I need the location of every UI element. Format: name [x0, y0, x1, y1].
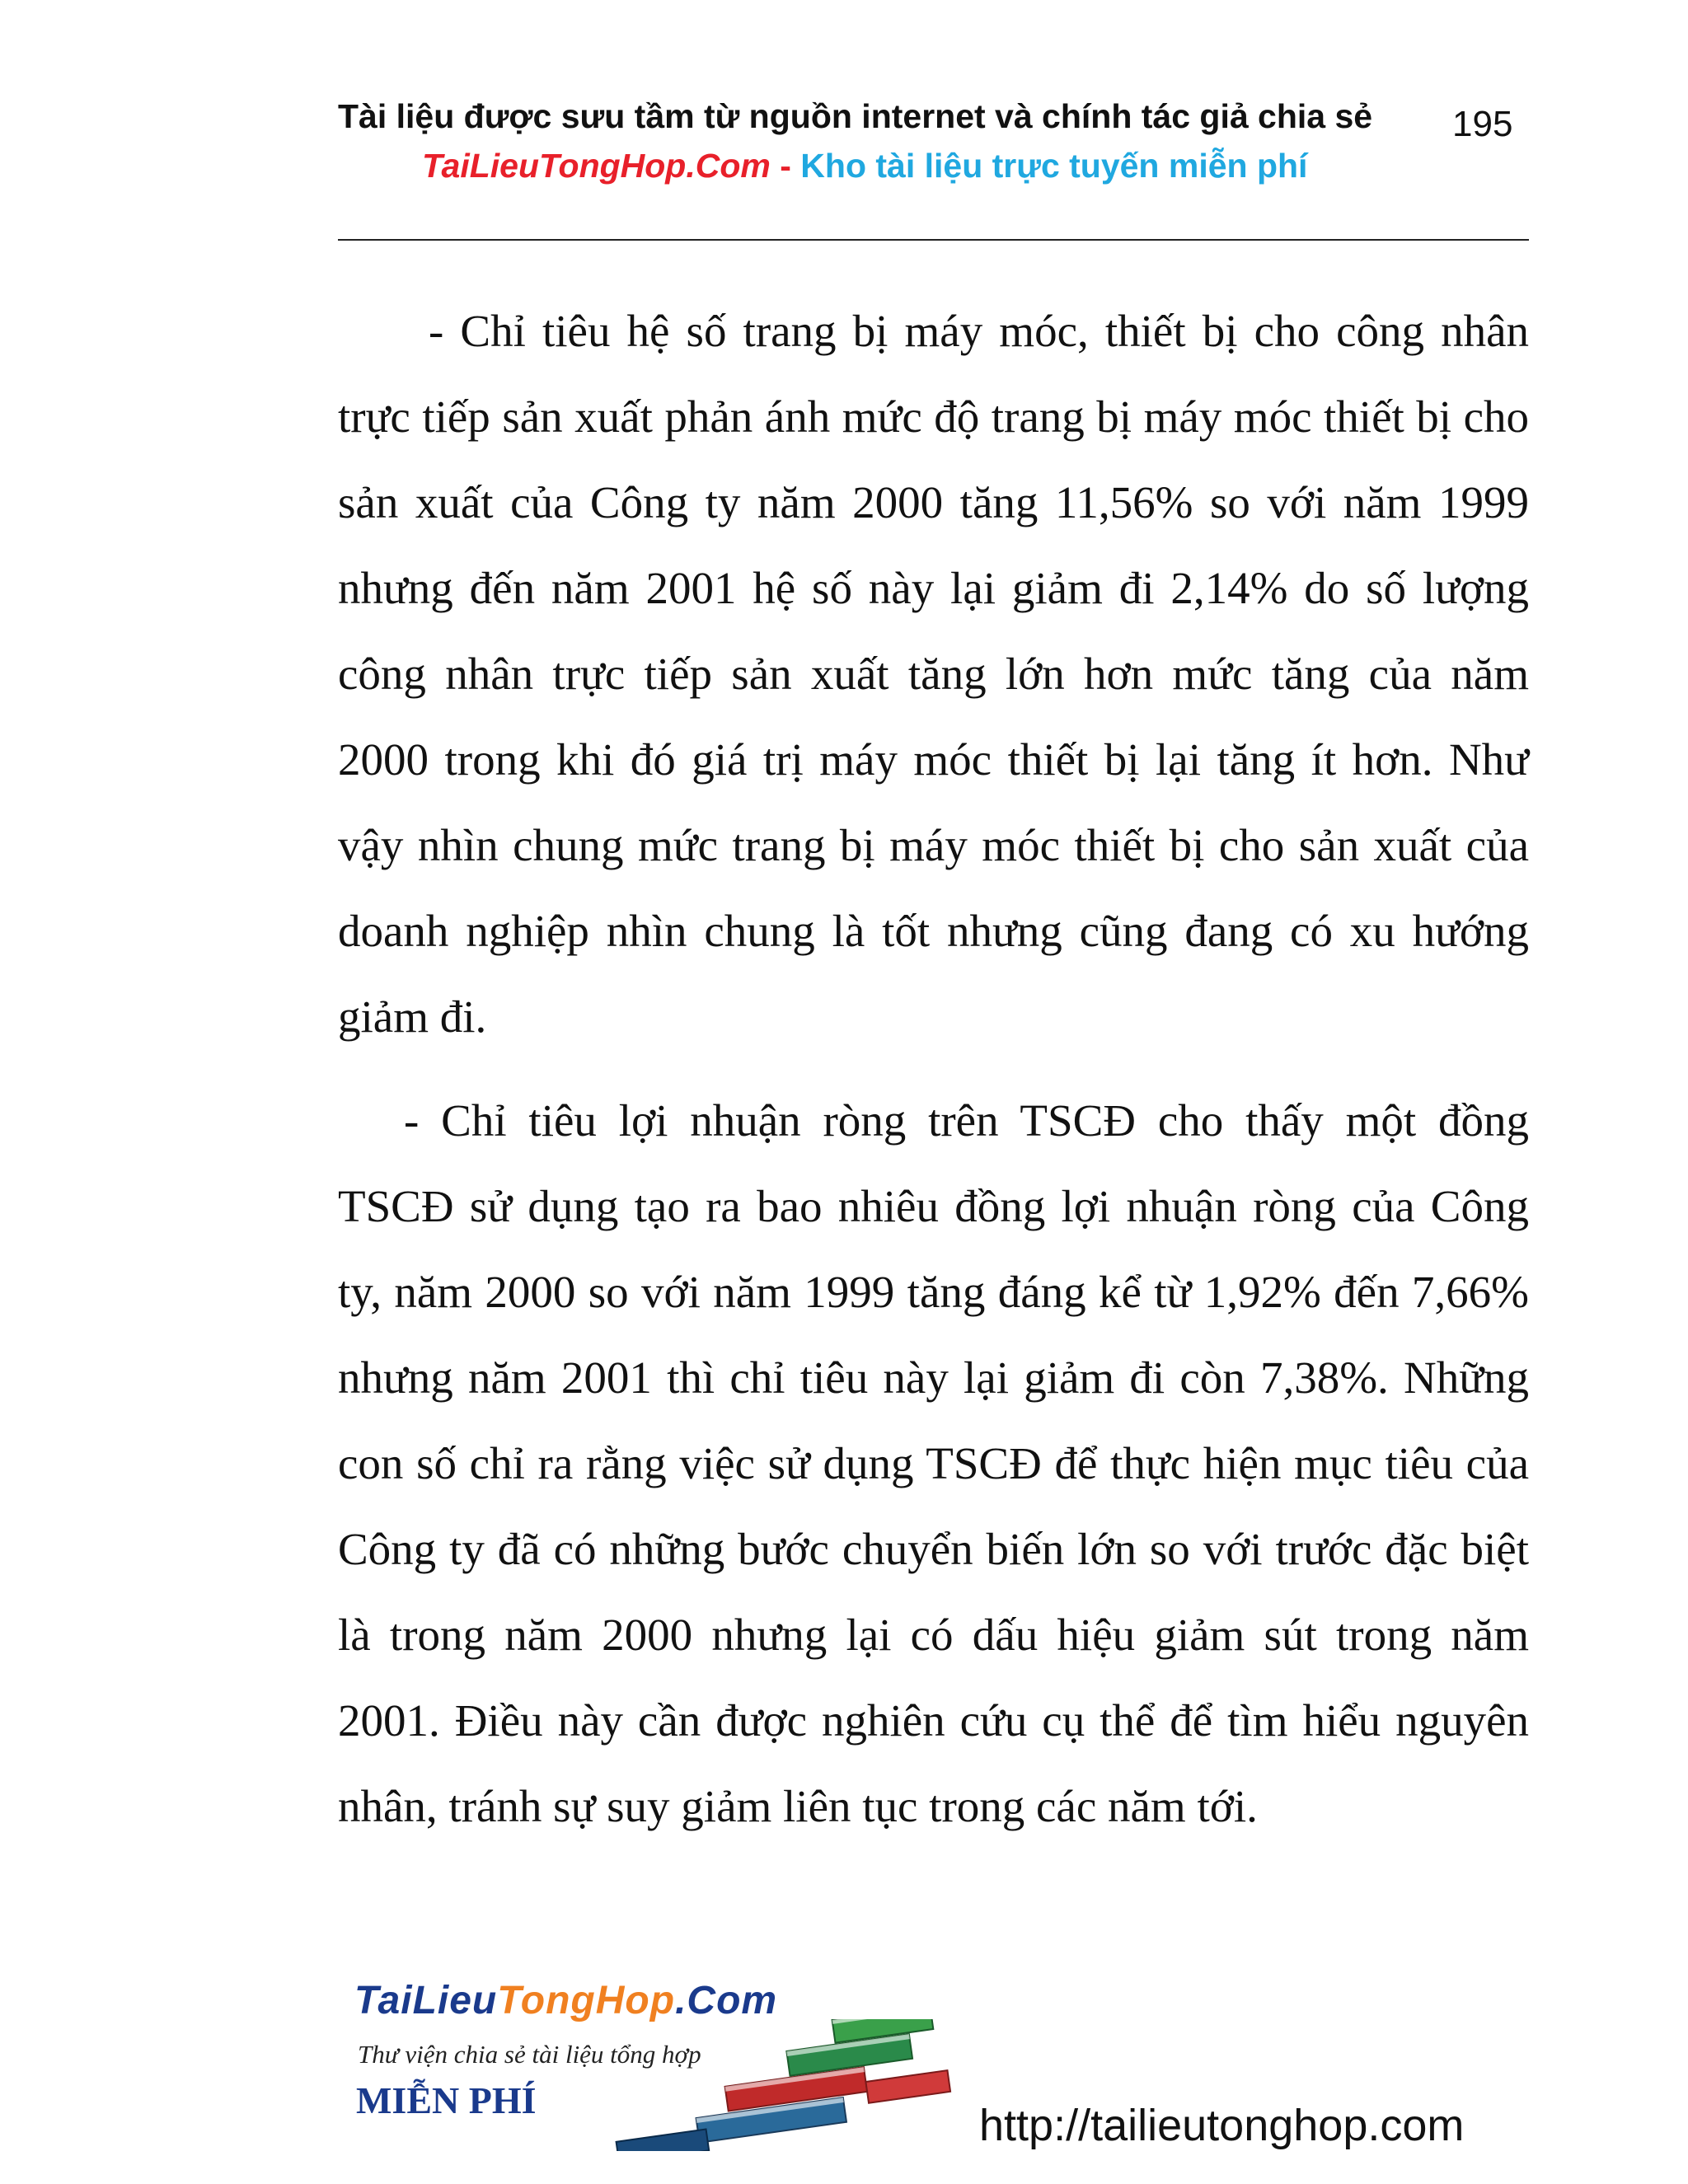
header-divider [338, 239, 1529, 241]
header-site-line [422, 147, 1307, 185]
header-separator: - [770, 147, 801, 185]
logo-subtitle: Thư viện chia sẻ tài liệu tổng hợp [358, 2040, 701, 2069]
logo-title [354, 1978, 777, 2023]
footer-logo[interactable] [346, 1970, 973, 2151]
header-tagline: Kho tài liệu trực tuyến miễn phí [800, 147, 1308, 185]
body-paragraph: - Chỉ tiêu hệ số trang bị máy móc, thiết bị cho công nhân trực tiếp sản xuất phản ánh mức độ trang bị máy móc thiết bị cho sản xuất của Công ty năm 2000 tăng 11,56% so với năm 1999 nhưng đến năm 2001 hệ số này lại giảm đi 2,14% do số lượng công nhân trực tiếp sản xuất tăng lớn hơn mức tăng của năm 2000 trong khi đó giá trị máy móc thiết bị lại tăng ít hơn. Như vậy nhìn chung mức trang bị máy móc thiết bị cho sản xuất của doanh nghiệp nhìn chung là tốt nhưng cũng đang có xu hướng giảm đi. [338, 306, 1529, 1042]
logo-free-label: MIỄN PHÍ [356, 2079, 537, 2121]
footer-url[interactable]: http://tailieutonghop.com [979, 2101, 1465, 2150]
logo-title-part: TaiLieu [354, 1979, 498, 2022]
header-site-name[interactable]: TaiLieuTongHop.Com [422, 147, 771, 185]
page-number: 195 [1452, 104, 1513, 144]
header-source-note: Tài liệu được sưu tầm từ nguồn internet và chính tác giả chia sẻ [338, 97, 1373, 135]
body-paragraph: - Chỉ tiêu lợi nhuận ròng trên TSCĐ cho thấy một đồng TSCĐ sử dụng tạo ra bao nhiêu đồng lợi nhuận ròng của Công ty, năm 2000 so với năm 1999 tăng đáng kể từ 1,92% đến 7,66% nhưng năm 2001 thì chỉ tiêu này lại giảm đi còn 7,38%. Những con số chỉ ra rằng việc sử dụng TSCĐ để thực hiện mục tiêu của Công ty đã có những bước chuyển biến lớn so với trước đặc biệt là trong năm 2000 nhưng lại có dấu hiệu giảm sút trong năm 2001. Điều này cần được nghiên cứu cụ thể để tìm hiểu nguyên nhân, tránh sự suy giảm liên tục trong các năm tới. [338, 1095, 1529, 1831]
books-stack-icon [593, 2019, 973, 2151]
document-body [338, 288, 1529, 1849]
logo-title-part: TongHop [497, 1979, 676, 2022]
logo-title-part: .Com [675, 1979, 778, 2022]
